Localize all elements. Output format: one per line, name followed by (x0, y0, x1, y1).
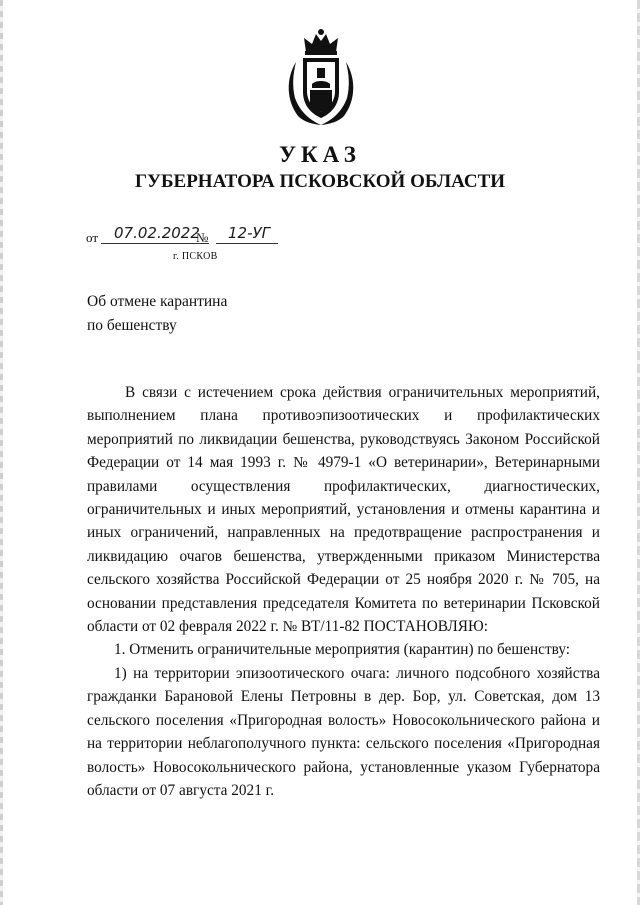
number-underline (216, 243, 278, 244)
document-subject (87, 290, 227, 338)
handwritten-number: 12-УГ (228, 224, 270, 242)
city-label: г. ПСКОВ (173, 251, 218, 262)
handwritten-date: 07.02.2022 (114, 224, 200, 242)
document-subtitle: ГУБЕРНАТОРА ПСКОВСКОЙ ОБЛАСТИ (134, 171, 506, 192)
date-underline (101, 243, 209, 244)
from-label: от (86, 230, 99, 245)
document-body (87, 381, 600, 802)
registration-line (86, 224, 286, 246)
subject-line-1: Об отмене карантина (87, 293, 228, 310)
scan-edge-left (0, 0, 3, 905)
preamble-paragraph: В связи с истечением срока действия ограничительных мероприятий, выполнением плана противоэпизоотических и профилактических мероприятий по ликвидации бешенства, руководствуясь Законом Российской Федерации от 14 мая 1993 г. № 4979-1 «О ветеринарии», Ветеринарными правилами осуществления профилактических, диагностических, ограничительных и иных мероприятий, установления и отмены карантина и иных ограничений, направленных на предотвращение распространения и ликвидацию очагов бешенства, утвержденными приказом Министерства сельского хозяйства Российской Федерации от 25 ноября 2020 г. № 705, на основании представления председателя Комитета по ветеринарии Псковской области от 02 февраля 2022 г. № ВТ/11-82 ПОСТАНОВЛЯЮ: (87, 384, 600, 636)
subject-line-2: по бешенству (87, 317, 177, 334)
number-label: № (196, 230, 209, 245)
item-1-paragraph: 1. Отменить ограничительные мероприятия (карантин) по бешенству: (114, 641, 571, 659)
document-title: УКАЗ (279, 142, 361, 167)
item-1-1-paragraph: 1) на территории эпизоотического очага: личного подсобного хозяйства гражданки Барановой Елены Петровны в дер. Бор, ул. Советская, дом 13 сельского поселения «Пригородная волость» Новосокольнического района и на территории неблагополучного пункта: сельского поселения «Пригородная волость» Новосокольнического района, установленные указом Губернатора области от 07 августа 2021 г. (87, 664, 600, 799)
pskov-coat-of-arms-icon (282, 28, 360, 126)
